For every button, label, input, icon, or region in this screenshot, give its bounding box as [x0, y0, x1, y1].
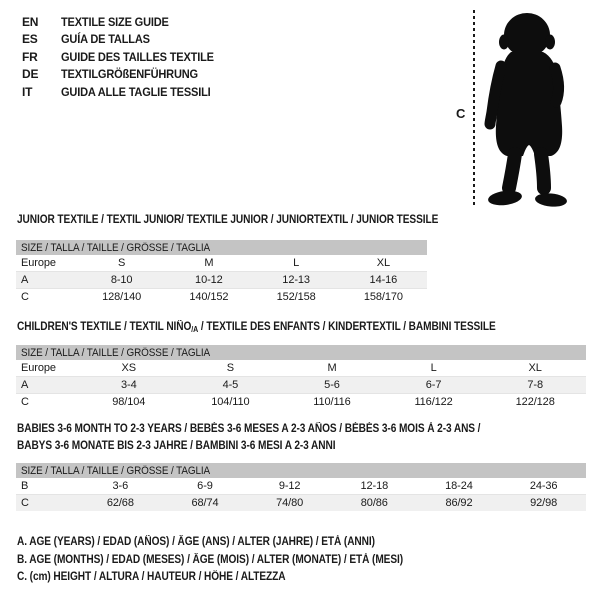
- row-label: C: [16, 495, 78, 512]
- junior-table-title: JUNIOR TEXTILE / TEXTIL JUNIOR/ TEXTILE JUNIOR / JUNIORTEXTIL / JUNIOR TESSILE: [17, 214, 439, 226]
- language-code: EN: [22, 14, 39, 29]
- size-cell: 110/116: [313, 396, 351, 408]
- size-cell: 68/74: [163, 495, 248, 512]
- table-row-height: [16, 394, 586, 411]
- language-row-es: [22, 31, 227, 49]
- size-cell: 122/128: [515, 396, 555, 408]
- size-cell: 116/122: [414, 396, 453, 408]
- size-cell: M: [281, 360, 383, 377]
- row-label: Europe: [16, 360, 78, 377]
- size-cell: 74/80: [247, 495, 332, 512]
- size-cell: M: [165, 255, 252, 272]
- babies-size-table: [16, 463, 586, 511]
- size-cell: 152/158: [276, 291, 316, 303]
- language-label: TEXTILGRÖßENFÜHRUNG: [61, 67, 198, 82]
- size-cell: 86/92: [417, 495, 502, 512]
- babies-title-line1: BABIES 3-6 MONTH TO 2-3 YEARS / BEBÉS 3-6 MESES A 2-3 AÑOS / BÉBÉS 3-6 MOIS À 2-3 ANS /: [17, 423, 481, 435]
- table-row-height: [16, 289, 427, 306]
- size-cell: 8-10: [78, 272, 165, 289]
- size-cell: XL: [340, 255, 427, 272]
- size-cell: 104/110: [211, 396, 250, 408]
- size-cell: S: [180, 360, 282, 377]
- size-cell: XL: [484, 360, 586, 377]
- row-label: A: [16, 272, 78, 289]
- size-header-bar: [16, 345, 586, 360]
- toddler-silhouette-icon: [478, 8, 582, 210]
- size-cell: 6-9: [163, 478, 248, 495]
- size-cell: 128/140: [102, 291, 142, 303]
- size-cell: L: [383, 360, 485, 377]
- size-header-bar: [16, 463, 586, 478]
- row-label: Europe: [16, 255, 78, 272]
- legend-line-c: C. (cm) HEIGHT / ALTURA / HAUTEUR / HÖHE / ALTEZZA: [17, 571, 286, 583]
- language-code: FR: [22, 49, 38, 64]
- size-cell: S: [78, 255, 165, 272]
- table-row-europe: [16, 360, 586, 377]
- size-cell: 10-12: [165, 272, 252, 289]
- size-cell: XS: [78, 360, 180, 377]
- language-label: TEXTILE SIZE GUIDE: [61, 14, 169, 29]
- language-title-block: [22, 13, 227, 101]
- row-label: C: [21, 291, 29, 303]
- language-row-it: [22, 83, 227, 101]
- size-cell: 12-18: [332, 478, 417, 495]
- table-row-age: [16, 272, 427, 289]
- height-marker-label: C: [456, 106, 466, 121]
- row-label: A: [16, 377, 78, 394]
- row-label: B: [16, 478, 78, 495]
- size-cell: 4-5: [180, 377, 282, 394]
- legend-line-b: B. AGE (MONTHS) / EDAD (MESES) / ÂGE (MOIS) / ALTER (MONATE) / ETÀ (MESI): [17, 553, 404, 566]
- junior-size-table: [16, 240, 427, 305]
- size-cell: 24-36: [501, 478, 586, 495]
- size-header-cell: SIZE / TALLA / TAILLE / GRÖSSE / TAGLIA: [16, 463, 586, 478]
- language-label: GUÍA DE TALLAS: [61, 32, 150, 47]
- table-row-height: [16, 495, 586, 512]
- size-header-cell: SIZE / TALLA / TAILLE / GRÖSSE / TAGLIA: [16, 240, 427, 255]
- language-code: DE: [22, 67, 39, 82]
- table-row-europe: [16, 255, 427, 272]
- size-cell: 5-6: [281, 377, 383, 394]
- size-cell: 3-4: [78, 377, 180, 394]
- size-cell: 18-24: [417, 478, 502, 495]
- babies-title-line2: BABYS 3-6 MONATE BIS 2-3 JAHRE / BAMBINI 3-6 MESI A 2-3 ANNI: [17, 440, 336, 452]
- legend-line-a: A. AGE (YEARS) / EDAD (AÑOS) / ÂGE (ANS) / ALTER (JAHRE) / ETÀ (ANNI): [17, 536, 375, 548]
- size-cell: 9-12: [247, 478, 332, 495]
- language-label: GUIDE DES TAILLES TEXTILE: [61, 49, 214, 64]
- children-title-post: / TEXTILE DES ENFANTS / KINDERTEXTIL / BAMBINI TESSILE: [198, 321, 496, 333]
- size-cell: 98/104: [112, 396, 146, 408]
- size-header-bar: [16, 240, 427, 255]
- size-cell: 14-16: [340, 272, 427, 289]
- row-label: C: [21, 396, 29, 408]
- babies-table-title: [17, 423, 544, 457]
- size-cell: 80/86: [332, 495, 417, 512]
- children-table-title: [17, 321, 496, 334]
- size-cell: 92/98: [501, 495, 586, 512]
- language-row-de: [22, 66, 227, 84]
- children-title-pre: CHILDREN'S TEXTILE / TEXTIL NIÑO: [17, 321, 192, 333]
- size-cell: 3-6: [78, 478, 163, 495]
- size-header-cell: SIZE / TALLA / TAILLE / GRÖSSE / TAGLIA: [16, 345, 586, 360]
- table-row-months: [16, 478, 586, 495]
- size-cell: 158/170: [363, 291, 403, 303]
- size-cell: 6-7: [383, 377, 485, 394]
- language-label: GUIDA ALLE TAGLIE TESSILI: [61, 84, 211, 99]
- height-measure-dashed-line: [473, 10, 475, 206]
- children-size-table: [16, 345, 586, 410]
- legend: [17, 536, 456, 589]
- size-cell: 12-13: [253, 272, 340, 289]
- language-row-fr: [22, 48, 227, 66]
- size-cell: 140/152: [189, 291, 229, 303]
- language-code: ES: [22, 32, 38, 47]
- table-row-age: [16, 377, 586, 394]
- children-title-sub: /A: [191, 325, 199, 334]
- size-cell: L: [253, 255, 340, 272]
- language-row-en: [22, 13, 227, 31]
- size-cell: 62/68: [78, 495, 163, 512]
- size-cell: 7-8: [484, 377, 586, 394]
- language-code: IT: [22, 84, 33, 99]
